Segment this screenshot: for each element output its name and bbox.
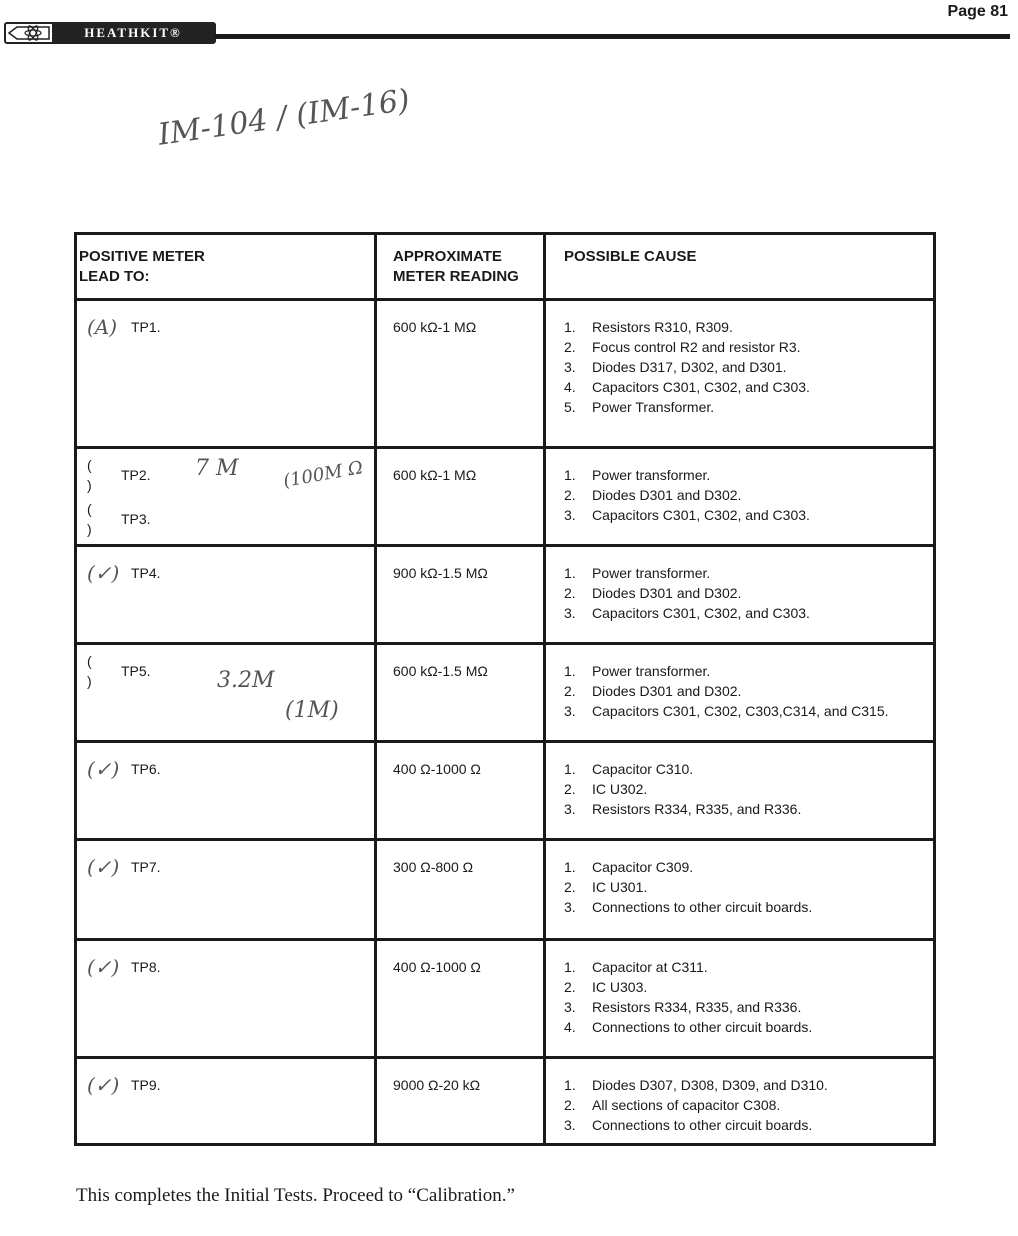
heathkit-logo [4,22,216,44]
list-item: 2. Diodes D301 and D302. [564,683,742,699]
atom-arrow-icon [6,24,52,42]
table-row [77,645,933,743]
handwritten-model-note: IM-104 / (IM-16) [156,82,412,153]
handwritten-check: (✓) [87,955,120,979]
lead-label: TP6. [131,761,161,777]
table-row [77,841,933,941]
cause-list [564,661,933,721]
list-item: 2. All sections of capacitor C308. [564,1097,781,1113]
lead-label: TP2. [121,467,151,483]
cause-list [564,1075,933,1135]
lead-item [87,501,374,537]
handwritten-check: (A) [87,315,118,339]
table-row [77,301,933,449]
meter-reading: 9000 Ω-20 kΩ [377,1059,546,1143]
list-item: 2. Focus control R2 and resistor R3. [564,339,801,355]
lead-item [87,857,374,877]
meter-reading: 400 Ω-1000 Ω [377,941,546,1056]
meter-reading: 300 Ω-800 Ω [377,841,546,938]
table-row [77,941,933,1059]
lead-label: TP5. [121,663,151,679]
list-item: 2. Diodes D301 and D302. [564,487,742,503]
lead-item [87,759,374,779]
cause-list [564,759,933,819]
list-item: 1. Power transformer. [564,663,711,679]
meter-reading: 600 kΩ-1 MΩ [377,449,546,544]
handwritten-note: (100M Ω [281,457,365,492]
handwritten-check: (✓) [87,1073,120,1097]
table-row [77,449,933,547]
list-item: 2. Diodes D301 and D302. [564,585,742,601]
handwritten-note: (1M) [285,698,339,723]
meter-reading: 400 Ω-1000 Ω [377,743,546,838]
list-item: 3. Connections to other circuit boards. [564,899,813,915]
header-lead: POSITIVE METER LEAD TO: [77,235,377,298]
table-row [77,743,933,841]
header-rule [214,34,1010,39]
header-cause: POSSIBLE CAUSE [564,248,697,265]
list-item: 3. Connections to other circuit boards. [564,1117,813,1133]
cause-list [564,857,933,917]
cause-list [564,465,933,525]
list-item: 1. Resistors R310, R309. [564,319,733,335]
list-item: 1. Capacitor at C311. [564,959,708,975]
cause-list [564,317,933,417]
list-item: 2. IC U302. [564,781,648,797]
list-item: 1. Capacitor C310. [564,761,694,777]
table-row [77,1059,933,1143]
list-item: 5. Power Transformer. [564,399,715,415]
list-item: 4. Capacitors C301, C302, and C303. [564,379,810,395]
list-item: 3. Resistors R334, R335, and R336. [564,801,802,817]
list-item: 1. Diodes D307, D308, D309, and D310. [564,1077,828,1093]
handwritten-note: 3.2M [217,668,275,693]
handwritten-check: (✓) [87,855,120,879]
checkbox[interactable]: ( ) [87,457,100,493]
lead-label: TP1. [131,319,161,335]
list-item: 1. Capacitor C309. [564,859,694,875]
lead-item [87,563,374,583]
lead-label: TP9. [131,1077,161,1093]
cause-list [564,957,933,1037]
checkbox[interactable]: ( ) [87,653,100,689]
list-item: 2. IC U301. [564,879,648,895]
meter-reading: 600 kΩ-1 MΩ [377,301,546,446]
lead-label: TP8. [131,959,161,975]
handwritten-note: 7 M [195,456,239,481]
header-reading: APPROXIMATE METER READING [377,235,546,298]
list-item: 3. Resistors R334, R335, and R336. [564,999,802,1015]
lead-item [87,317,374,337]
list-item: 3. Capacitors C301, C302, and C303. [564,507,810,523]
checkbox[interactable]: ( ) [87,501,100,537]
handwritten-check: (✓) [87,757,120,781]
list-item: 3. Capacitors C301, C302, C303,C314, and C315. [564,703,889,719]
meter-reading: 600 kΩ-1.5 MΩ [377,645,546,740]
closing-paragraph: This completes the Initial Tests. Proceed to “Calibration.” [76,1185,515,1206]
lead-label: TP4. [131,565,161,581]
lead-item [87,1075,374,1095]
list-item: 1. Power transformer. [564,467,711,483]
lead-label: TP3. [121,511,151,527]
cause-list [564,563,933,623]
table-row [77,547,933,645]
brand-name: HEATHKIT® [52,24,214,42]
meter-reading: 900 kΩ-1.5 MΩ [377,547,546,642]
page-number: Page 81 [947,3,1008,20]
table-header-row [77,235,933,301]
troubleshooting-table [74,232,936,1146]
list-item: 1. Power transformer. [564,565,711,581]
list-item: 3. Capacitors C301, C302, and C303. [564,605,810,621]
list-item: 4. Connections to other circuit boards. [564,1019,813,1035]
lead-label: TP7. [131,859,161,875]
list-item: 3. Diodes D317, D302, and D301. [564,359,787,375]
list-item: 2. IC U303. [564,979,648,995]
lead-item [87,957,374,977]
handwritten-check: (✓) [87,561,120,585]
